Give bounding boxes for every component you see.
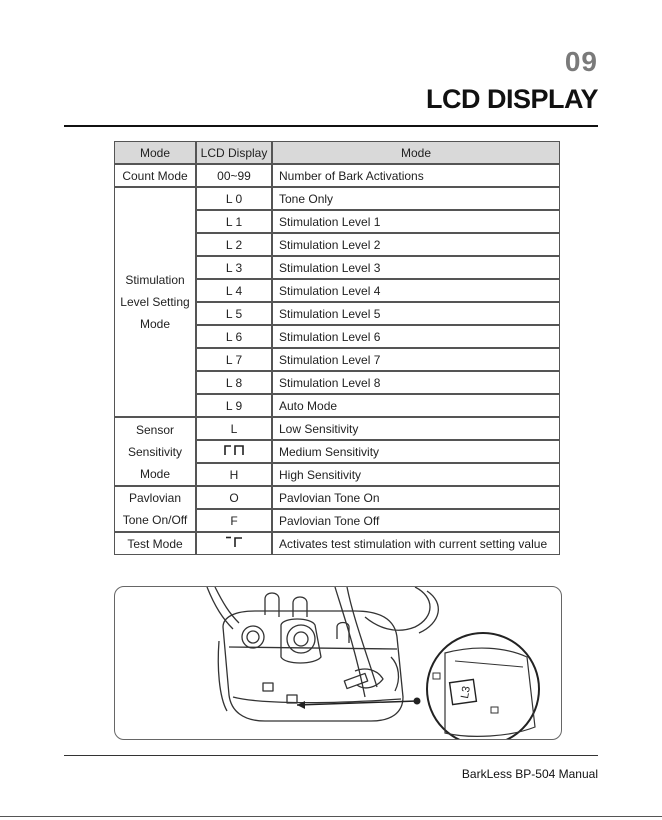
description-cell: Stimulation Level 2	[272, 233, 560, 256]
lcd-cell: L 0	[196, 187, 272, 210]
mode-cell-stimulation	[114, 187, 196, 417]
description-cell: Stimulation Level 3	[272, 256, 560, 279]
header-lcd-display: LCD Display	[196, 141, 272, 164]
zoom-lcd-readout: L3	[459, 685, 473, 700]
lcd-display-table	[114, 141, 560, 555]
description-cell: Activates test stimulation with current setting value	[272, 532, 560, 555]
mode-line: Stimulation	[125, 273, 185, 287]
table-row	[114, 164, 560, 187]
lcd-cell: L 7	[196, 348, 272, 371]
description-cell: Auto Mode	[272, 394, 560, 417]
lcd-cell: 00~99	[196, 164, 272, 187]
lcd-cell	[196, 440, 272, 463]
mode-line: Pavlovian	[128, 491, 182, 505]
mode-cell-pavlovian	[114, 486, 196, 532]
zoom-callout	[427, 633, 539, 739]
description-cell: Stimulation Level 5	[272, 302, 560, 325]
description-cell: Tone Only	[272, 187, 560, 210]
page-edge-line	[0, 816, 662, 817]
description-cell: High Sensitivity	[272, 463, 560, 486]
lcd-cell: L	[196, 417, 272, 440]
description-cell: Pavlovian Tone Off	[272, 509, 560, 532]
mode-cell: Test Mode	[114, 532, 196, 555]
table-row	[114, 417, 560, 440]
mode-line: Level Setting	[120, 295, 190, 309]
header-divider	[64, 125, 598, 127]
lcd-cell	[196, 532, 272, 555]
footer-manual-name: BarkLess BP-504 Manual	[461, 767, 598, 781]
lcd-cell: L 5	[196, 302, 272, 325]
lcd-cell: L 1	[196, 210, 272, 233]
description-cell: Stimulation Level 6	[272, 325, 560, 348]
lcd-cell: L 2	[196, 233, 272, 256]
description-cell: Stimulation Level 7	[272, 348, 560, 371]
lcd-cell: L 8	[196, 371, 272, 394]
page-title: LCD DISPLAY	[425, 84, 598, 114]
segment-r-n-icon	[223, 444, 245, 459]
page-number: 09	[564, 46, 598, 77]
description-cell: Stimulation Level 1	[272, 210, 560, 233]
lcd-cell: L 4	[196, 279, 272, 302]
table-row	[114, 187, 560, 210]
mode-line: Mode	[139, 317, 171, 331]
mode-cell: Count Mode	[114, 164, 196, 187]
description-cell: Stimulation Level 4	[272, 279, 560, 302]
lcd-cell: L 9	[196, 394, 272, 417]
mode-line: Sensor	[135, 422, 175, 437]
segment-test-icon	[224, 536, 244, 551]
footer-divider	[64, 755, 598, 756]
table-header-row	[114, 141, 560, 164]
table-row	[114, 532, 560, 555]
lcd-cell: F	[196, 509, 272, 532]
description-cell: Number of Bark Activations	[272, 164, 560, 187]
lcd-cell: L 3	[196, 256, 272, 279]
mode-cell-sensor	[114, 417, 196, 486]
description-cell: Low Sensitivity	[272, 417, 560, 440]
lcd-cell: O	[196, 486, 272, 509]
mode-line: Sensitivity	[127, 444, 183, 459]
lcd-cell: L 6	[196, 325, 272, 348]
collar-device-illustration	[115, 587, 561, 739]
mode-line: Tone On/Off	[122, 513, 188, 527]
description-cell: Pavlovian Tone On	[272, 486, 560, 509]
description-cell: Stimulation Level 8	[272, 371, 560, 394]
header-mode: Mode	[114, 141, 196, 164]
pointer-dot	[414, 698, 421, 705]
device-illustration-frame	[114, 586, 562, 740]
header-description: Mode	[272, 141, 560, 164]
lcd-cell: H	[196, 463, 272, 486]
table-row	[114, 486, 560, 509]
description-cell: Medium Sensitivity	[272, 440, 560, 463]
mode-line: Mode	[139, 466, 171, 481]
